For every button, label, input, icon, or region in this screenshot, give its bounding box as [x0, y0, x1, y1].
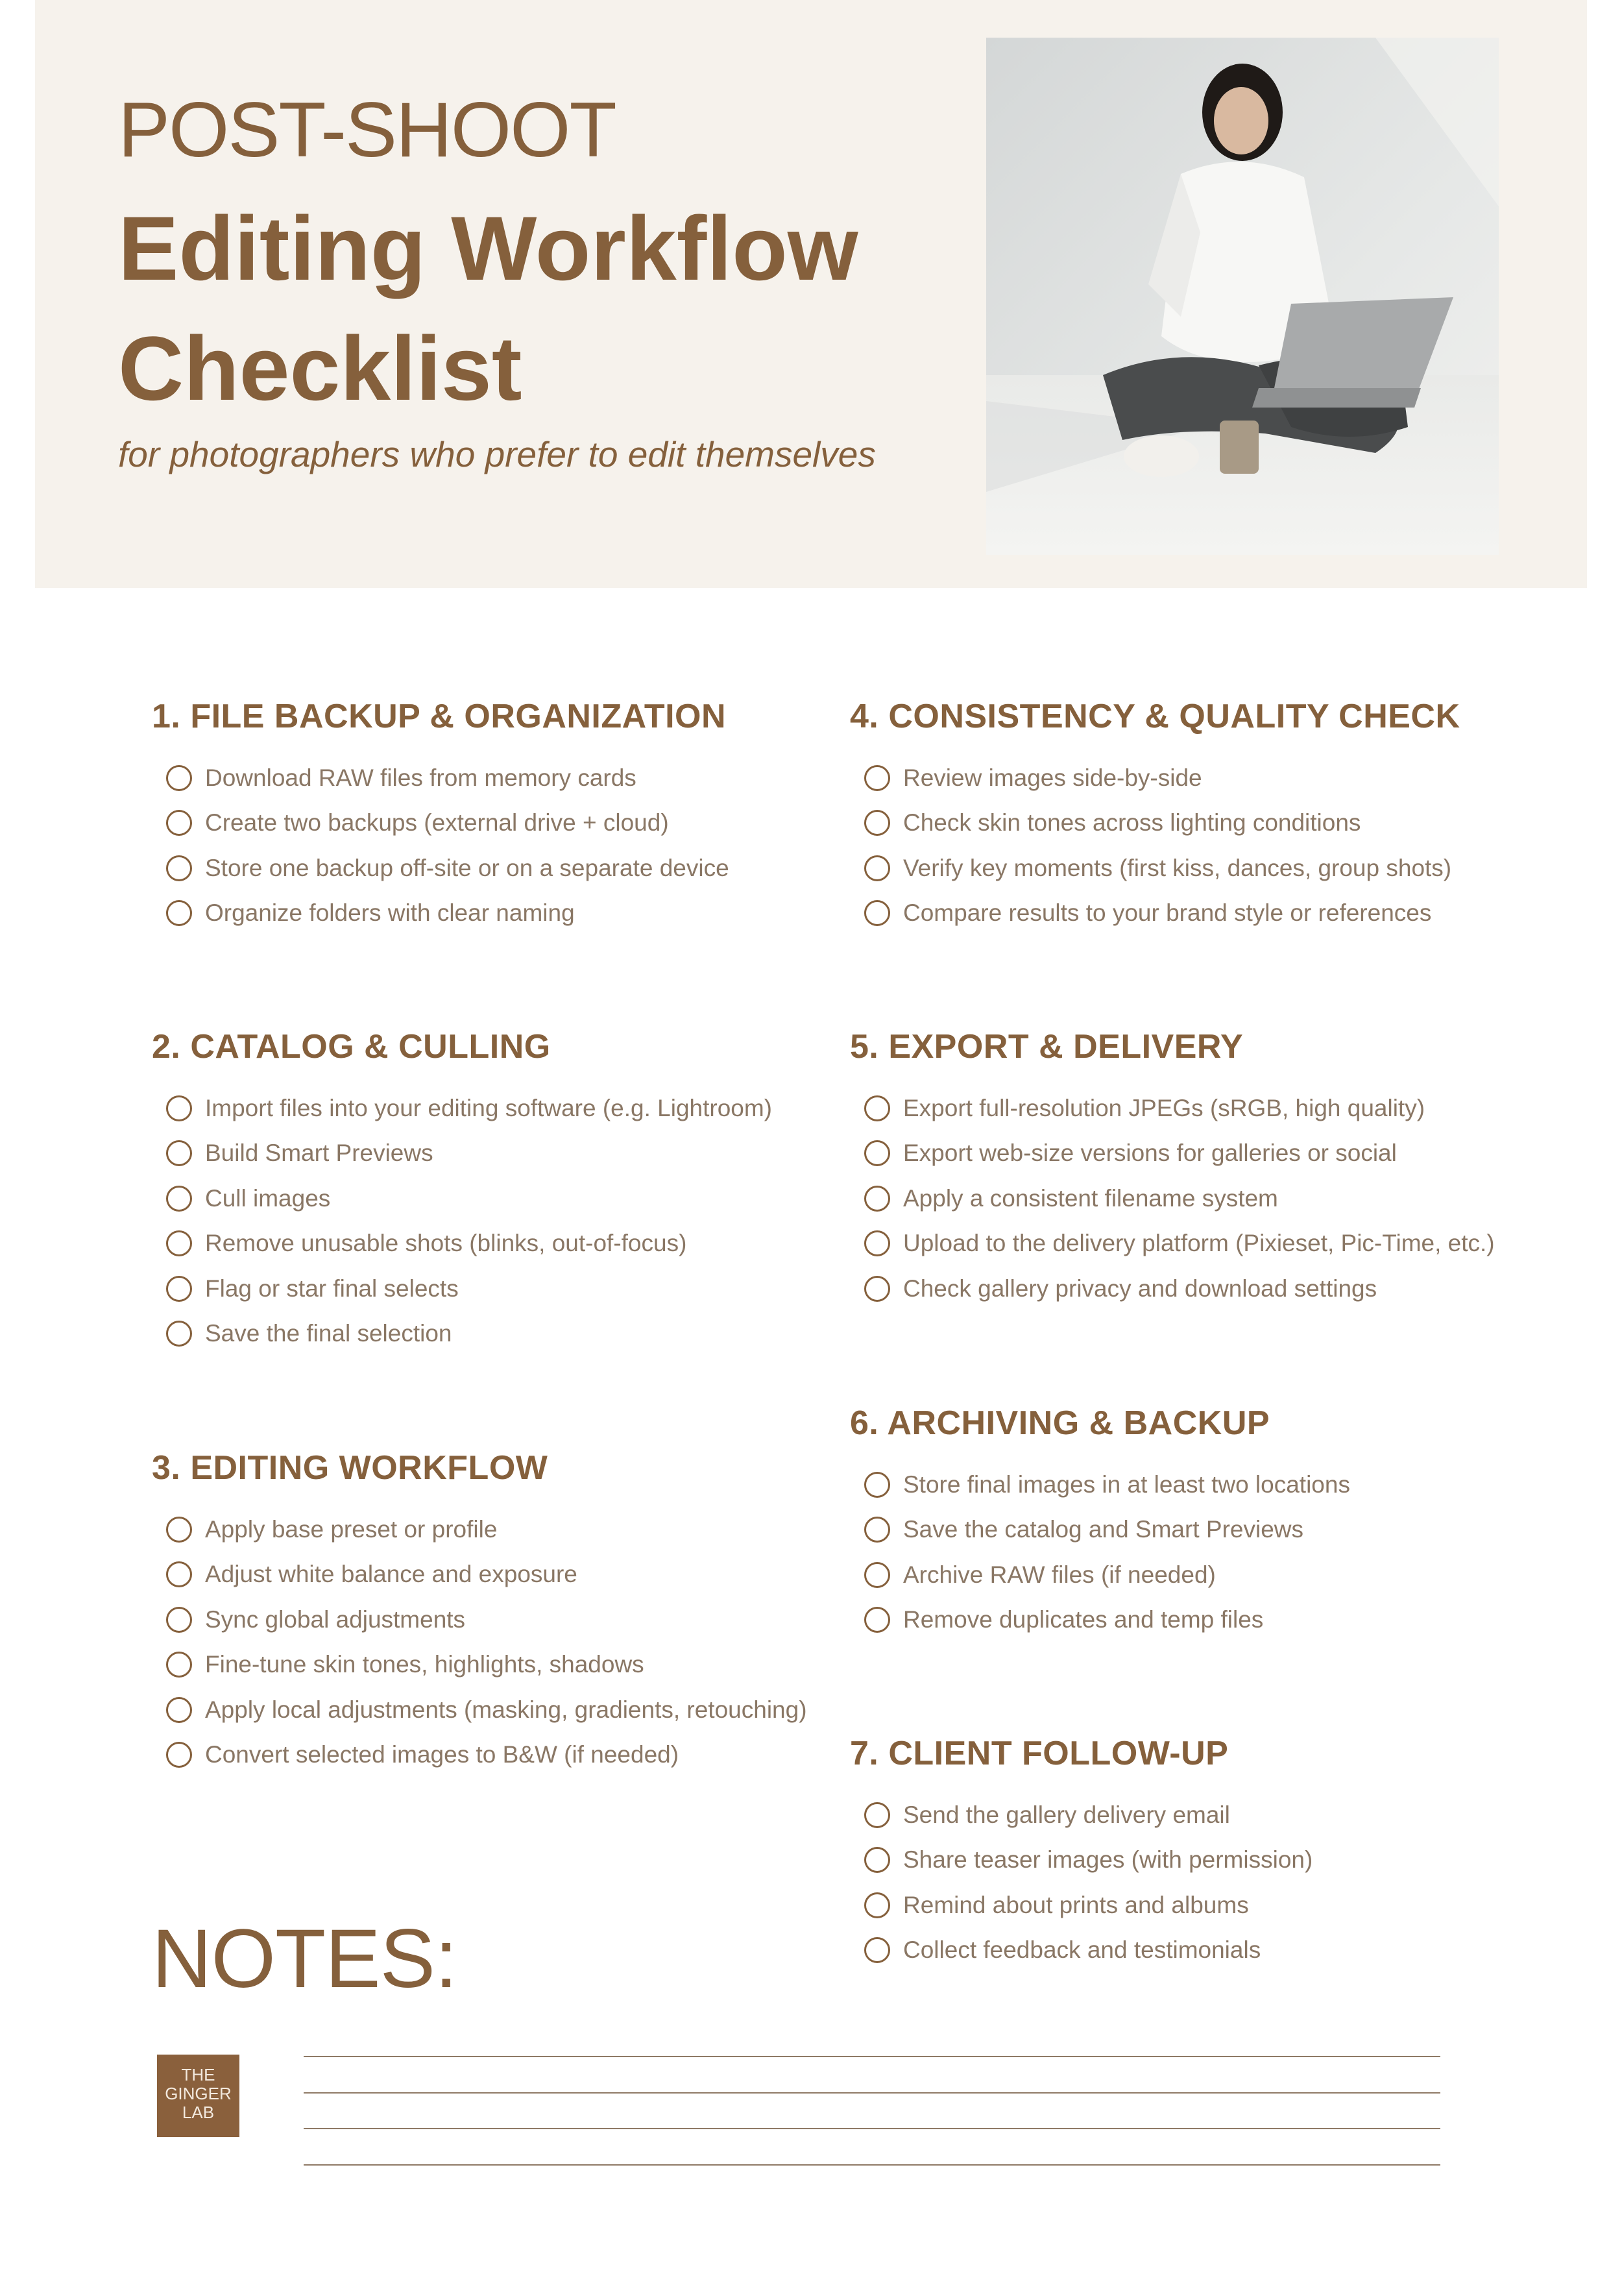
checklist-item[interactable]: Export web-size versions for galleries or social: [850, 1131, 1495, 1177]
section-editing-workflow: [152, 1448, 807, 1777]
checkbox-circle[interactable]: [864, 900, 890, 926]
checklist-item[interactable]: Send the gallery delivery email: [850, 1792, 1313, 1838]
checkbox-circle[interactable]: [166, 1652, 192, 1678]
checklist-item[interactable]: Remove duplicates and temp files: [850, 1598, 1350, 1643]
section-catalog-culling: [152, 1027, 772, 1356]
checkbox-circle[interactable]: [166, 1561, 192, 1587]
checkbox-circle[interactable]: [166, 1140, 192, 1166]
logo-line-1: THE: [181, 2065, 215, 2084]
checklist-item[interactable]: Cull images: [152, 1176, 772, 1221]
section-title: 6. ARCHIVING & BACKUP: [850, 1404, 1270, 1442]
checklist-item[interactable]: Archive RAW files (if needed): [850, 1552, 1350, 1598]
section-title: 2. CATALOG & CULLING: [152, 1028, 551, 1066]
checkbox-circle[interactable]: [166, 855, 192, 881]
checkbox-circle[interactable]: [864, 1517, 890, 1543]
page-title: [118, 188, 858, 428]
checklist-item[interactable]: Remind about prints and albums: [850, 1883, 1313, 1928]
checklist-item[interactable]: Store one backup off-site or on a separate device: [152, 846, 729, 891]
checklist-item[interactable]: Apply base preset or profile: [152, 1507, 807, 1552]
checkbox-circle[interactable]: [864, 1230, 890, 1256]
section-title: 3. EDITING WORKFLOW: [152, 1449, 548, 1487]
checklist-item[interactable]: Compare results to your brand style or references: [850, 891, 1460, 936]
page-kicker: POST-SHOOT: [118, 86, 616, 173]
checkbox-circle[interactable]: [864, 1607, 890, 1633]
checkbox-circle[interactable]: [166, 1517, 192, 1543]
checkbox-circle[interactable]: [864, 1472, 890, 1498]
checklist-item[interactable]: Build Smart Previews: [152, 1131, 772, 1177]
notes-line[interactable]: [304, 2128, 1440, 2129]
checklist-item[interactable]: Review images side-by-side: [850, 755, 1460, 801]
notes-line[interactable]: [304, 2092, 1440, 2094]
checklist-item[interactable]: Store final images in at least two locations: [850, 1462, 1350, 1508]
checklist-item[interactable]: Apply a consistent filename system: [850, 1176, 1495, 1221]
checkbox-circle[interactable]: [864, 1802, 890, 1828]
section-title: 1. FILE BACKUP & ORGANIZATION: [152, 698, 727, 735]
checkbox-circle[interactable]: [166, 1186, 192, 1212]
checklist-item[interactable]: Adjust white balance and exposure: [152, 1552, 807, 1598]
checkbox-circle[interactable]: [166, 1276, 192, 1302]
checkbox-circle[interactable]: [864, 1276, 890, 1302]
checkbox-circle[interactable]: [864, 1562, 890, 1588]
checklist-item[interactable]: Apply local adjustments (masking, gradients, retouching): [152, 1687, 807, 1733]
section-file-backup: [152, 697, 729, 936]
title-line-1: Editing Workflow: [118, 197, 858, 299]
checkbox-circle[interactable]: [864, 1095, 890, 1121]
section-archiving-backup: [850, 1404, 1350, 1643]
section-title: 4. CONSISTENCY & QUALITY CHECK: [850, 698, 1460, 735]
checkbox-circle[interactable]: [864, 810, 890, 836]
checklist-item[interactable]: Sync global adjustments: [152, 1597, 807, 1643]
checklist-item[interactable]: Share teaser images (with permission): [850, 1838, 1313, 1883]
checkbox-circle[interactable]: [166, 1095, 192, 1121]
logo-line-2: GINGER: [165, 2084, 232, 2103]
checklist-item[interactable]: Download RAW files from memory cards: [152, 755, 729, 801]
checklist-item[interactable]: Fine-tune skin tones, highlights, shadows: [152, 1643, 807, 1688]
brand-logo: [157, 2055, 239, 2137]
hero-photo: [986, 38, 1499, 555]
checklist-item[interactable]: Check gallery privacy and download settings: [850, 1266, 1495, 1312]
checkbox-circle[interactable]: [166, 900, 192, 926]
checkbox-circle[interactable]: [166, 1742, 192, 1768]
checkbox-circle[interactable]: [864, 765, 890, 791]
section-export-delivery: [850, 1027, 1495, 1312]
checklist-item[interactable]: Save the catalog and Smart Previews: [850, 1508, 1350, 1553]
checklist-item[interactable]: Check skin tones across lighting conditions: [850, 801, 1460, 846]
checklist-item[interactable]: Collect feedback and testimonials: [850, 1928, 1313, 1973]
title-line-2: Checklist: [118, 317, 522, 419]
checkbox-circle[interactable]: [864, 1892, 890, 1918]
checkbox-circle[interactable]: [166, 1697, 192, 1723]
logo-line-3: LAB: [182, 2103, 215, 2122]
section-client-follow-up: [850, 1734, 1313, 1973]
checkbox-circle[interactable]: [166, 810, 192, 836]
checkbox-circle[interactable]: [864, 1186, 890, 1212]
page-subtitle: for photographers who prefer to edit themselves: [118, 434, 876, 474]
notes-line[interactable]: [304, 2056, 1440, 2057]
checklist-item[interactable]: Save the final selection: [152, 1312, 772, 1357]
section-title: 7. CLIENT FOLLOW-UP: [850, 1735, 1229, 1772]
notes-heading: NOTES:: [152, 1912, 457, 2005]
section-quality-check: [850, 697, 1460, 936]
photo-illustration: [986, 38, 1499, 555]
checklist-item[interactable]: Verify key moments (first kiss, dances, group shots): [850, 846, 1460, 891]
checklist-item[interactable]: Convert selected images to B&W (if needed): [152, 1733, 807, 1778]
checkbox-circle[interactable]: [166, 1321, 192, 1347]
checkbox-circle[interactable]: [166, 765, 192, 791]
checklist-item[interactable]: Export full-resolution JPEGs (sRGB, high quality): [850, 1086, 1495, 1131]
checklist-item[interactable]: Remove unusable shots (blinks, out-of-focus): [152, 1221, 772, 1267]
checkbox-circle[interactable]: [864, 1937, 890, 1963]
checkbox-circle[interactable]: [864, 1140, 890, 1166]
checklist-item[interactable]: Organize folders with clear naming: [152, 891, 729, 936]
checkbox-circle[interactable]: [166, 1230, 192, 1256]
checkbox-circle[interactable]: [166, 1607, 192, 1633]
section-title: 5. EXPORT & DELIVERY: [850, 1028, 1244, 1066]
checkbox-circle[interactable]: [864, 855, 890, 881]
checklist-item[interactable]: Import files into your editing software (e.g. Lightroom): [152, 1086, 772, 1131]
checklist-item[interactable]: Flag or star final selects: [152, 1266, 772, 1312]
checkbox-circle[interactable]: [864, 1847, 890, 1873]
notes-line[interactable]: [304, 2164, 1440, 2166]
checklist-item[interactable]: Create two backups (external drive + cloud): [152, 801, 729, 846]
checklist-item[interactable]: Upload to the delivery platform (Pixieset, Pic-Time, etc.): [850, 1221, 1495, 1267]
